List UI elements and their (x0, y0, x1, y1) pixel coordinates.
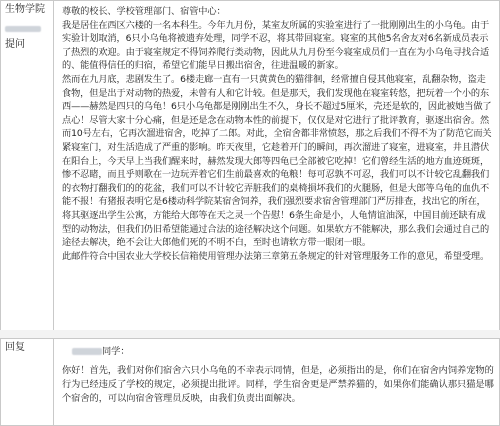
question-paragraph: 尊敬的校长、学校管理部门、宿管中心： (62, 6, 226, 17)
redacted-name (5, 26, 41, 32)
reply-text (62, 345, 494, 406)
redacted-student-name (72, 348, 102, 355)
reply-row (0, 339, 500, 426)
reply-salutation (62, 345, 494, 359)
question-content (54, 0, 500, 330)
department-label: 生物学院 (5, 4, 45, 15)
reply-paragraph: 你好！首先，我们对你们宿舍六只小乌龟的不幸表示同情，但是，必须指出的是，你们在宿舍内饲养宠物的行为已经违反了学校的规定，必须提出批评。同样，学生宿舍更是严禁养猫的，如果你们能确认那只猫是哪个宿舍的，可以向宿舍管理员反映，由我们负责出面解决。 (62, 365, 494, 404)
question-type-label: 提问 (5, 39, 25, 50)
reply-type-label: 回复 (5, 342, 25, 353)
reply-content (54, 339, 500, 426)
question-paragraph: 我是居住在西区六楼的一名本科生。今年九月份，某室友所属的实验室进行了一批刚刚出生的小乌龟。由于实验计划取消，6只小乌龟将被遗弃处理，同学不忍，将其带回寝室。寝室的其他5名舍友对6名新成员表示了热烈的欢迎。由于寝室规定不得饲养爬行类动物，因此从九月份至今寝室成员们一直在为小乌龟寻找合适的、能值得信任的归宿，希望它们能早日搬出宿舍，往进温暖的新家。 (62, 19, 490, 72)
question-meta-column (0, 0, 54, 330)
row-separator (0, 330, 500, 339)
question-paragraph: 然而在九月底，悲剧发生了。6楼走廊一直有一只黄黄色的猫徘徊，经常擅自侵其他寝室，乱翻杂物，盗走食物，但是出于对动物的热爱，未曾有人和它计较。但是那天，我们发现他在寝室转悠，把玩着一个小的东西——赫然是四只的乌龟！6只小乌龟都是刚刚出生不久，身长不超过5厘米，壳还是软的，因此被她当做了点心！尽管大家十分心痛，但是还是念在动物本性的前提下，仅仅是对它进行了批评教育，驱逐出宿舍。然而10号左右，它再次溜进宿舍，吃掉了二郎。对此，全宿舍都非常愤怒，那之后我们不得不为了防范它而关紧寝室门，对生活造成了严重的影响。昨天夜里，它趁着开门的瞬间，再次溜进了寝室，进寝室，井且潜伏在阳台上，今天早上当我们醒来时，赫然发现大郎等四龟已全部被它吃掉！它们曾经生活的地方血迹斑斑，惨不忍睹，而且乎则歌在一边玩弄着它们生前最喜欢的龟粮！每可忍孰不可忍，我们可以不计较它乱翻我们的衣物打翻我们的的花盆，我们可以不计较它弄脏我们的桌椅損坏我们的火腿肠，但是大郎等乌龟的血仇不能不报！有猪报表明它是6楼动科学院某宿舍饲养，我们强烈要求宿舍管理部门严厉排查，找出它的所在，将其驱逐出学生公寓，方能给大郎等在天之灵一个告慰！6条生命是小，人龟情谊油深，中国目前还缺有成型的动物法，但我们仍旧希望能通过合法的途径解决这个问题。如果软方不能解决，那么我们会通过自己的途径去解决，绝不会让大郎他们死的不明不白，至时也请软方带一眼闭一眼。 (62, 73, 492, 249)
question-paragraph: 此邮件符合中国农业大学校长信箱使用管理办法第三章第五条规定的针对管理服务工作的意见，希望受理。 (62, 250, 490, 262)
salutation-suffix: 同学： (102, 346, 130, 357)
reply-meta-column (0, 339, 54, 426)
question-text (62, 5, 494, 263)
